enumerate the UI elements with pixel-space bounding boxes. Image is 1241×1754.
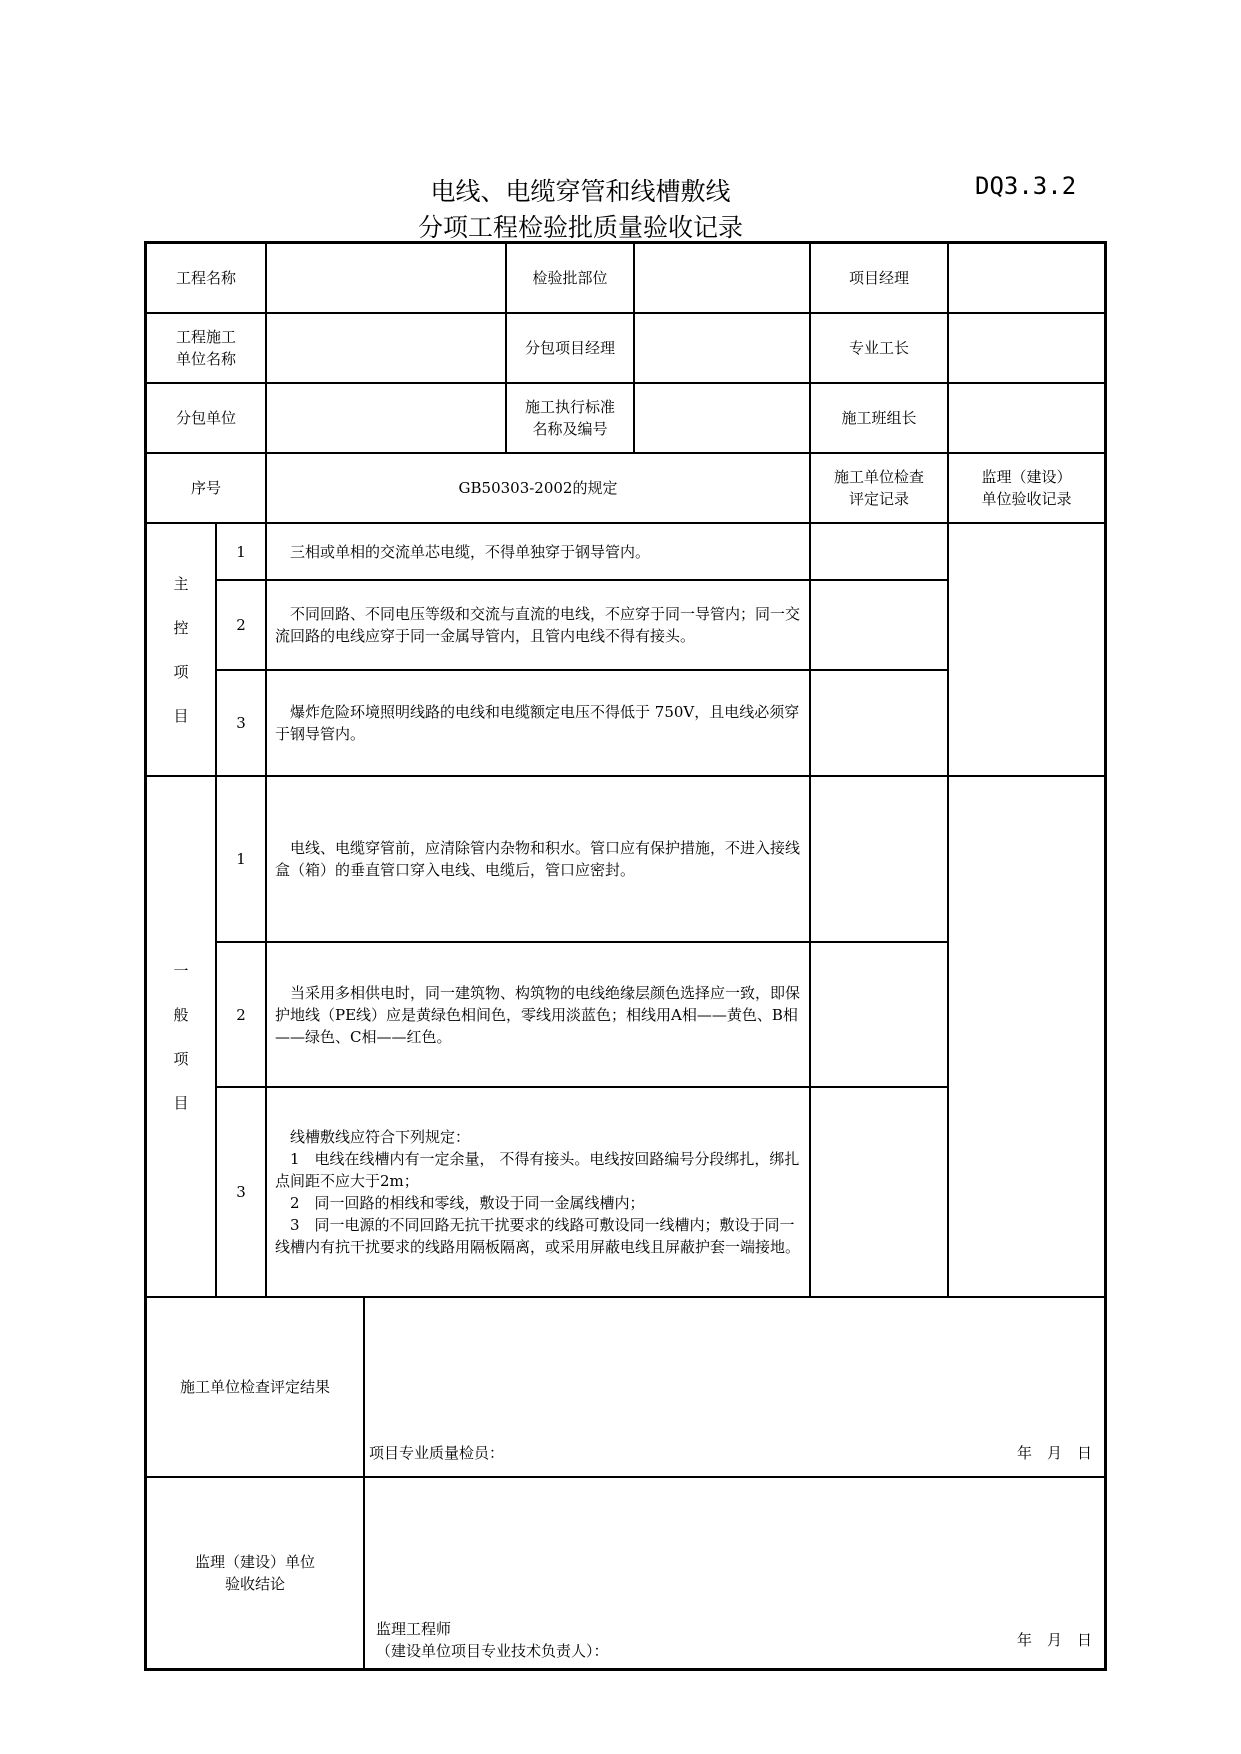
group-label-char: 控 — [173, 618, 189, 637]
label-project-name: 工程名称 — [146, 243, 266, 313]
label-team-leader: 施工班组长 — [810, 383, 948, 453]
group-general — [146, 776, 216, 1297]
item-number: 1 — [216, 776, 266, 942]
label-check-result: 施工单位检查评定结果 — [146, 1297, 364, 1477]
form-code: DQ3.3.2 — [975, 172, 1077, 200]
field-inspection-lot[interactable] — [634, 243, 810, 313]
group-main-control — [146, 523, 216, 776]
item-number: 1 — [216, 523, 266, 580]
item-number: 2 — [216, 580, 266, 670]
document-title-line2: 分项工程检验批质量验收记录 — [417, 213, 743, 242]
header-unit-check: 施工单位检查 评定记录 — [810, 453, 948, 523]
label-foreman: 专业工长 — [810, 313, 948, 383]
date-label: 年 月 日 — [1017, 1444, 1093, 1462]
item-check-field[interactable] — [810, 670, 948, 776]
group-label-char: 目 — [173, 706, 189, 725]
item-number: 3 — [216, 670, 266, 776]
main-supervision-field[interactable] — [948, 523, 1105, 776]
item-spec-text: 不同回路、不同电压等级和交流与直流的电线，不应穿于同一导管内；同一交流回路的电线应穿于同一金属导管内，且管内电线不得有接头。 — [266, 580, 810, 670]
item-spec-text: 当采用多相供电时，同一建筑物、构筑物的电线绝缘层颜色选择应一致，即保护地线（PE线）应是黄绿色相间色，零线用淡蓝色；相线用A相——黄色、B相——绿色、C相——红色。 — [266, 942, 810, 1087]
label-sub-manager: 分包项目经理 — [506, 313, 634, 383]
item-check-field[interactable] — [810, 523, 948, 580]
item-check-field[interactable] — [810, 776, 948, 942]
inspector-label: 项目专业质量检员： — [369, 1444, 505, 1462]
item-check-field[interactable] — [810, 942, 948, 1087]
header-spec: GB50303-2002的规定 — [266, 453, 810, 523]
label-construction-unit: 工程施工 单位名称 — [146, 313, 266, 383]
item-spec-text: 电线、电缆穿管前，应清除管内杂物和积水。管口应有保护措施，不进入接线盒（箱）的垂直管口穿入电线、电缆后，管口应密封。 — [266, 776, 810, 942]
general-supervision-field[interactable] — [948, 776, 1105, 1297]
group-label-char: 目 — [173, 1093, 189, 1112]
field-sub-manager[interactable] — [634, 313, 810, 383]
field-project-manager[interactable] — [948, 243, 1105, 313]
item-spec-text: 三相或单相的交流单芯电缆，不得单独穿于钢导管内。 — [266, 523, 810, 580]
group-label-char: 项 — [173, 662, 189, 681]
date-label: 年 月 日 — [1017, 1631, 1093, 1649]
label-standard: 施工执行标准 名称及编号 — [506, 383, 634, 453]
label-sub-unit: 分包单位 — [146, 383, 266, 453]
field-project-name[interactable] — [266, 243, 506, 313]
label-project-manager: 项目经理 — [810, 243, 948, 313]
field-sub-unit[interactable] — [266, 383, 506, 453]
field-foreman[interactable] — [948, 313, 1105, 383]
item-number: 3 — [216, 1087, 266, 1297]
item-number: 2 — [216, 942, 266, 1087]
field-team-leader[interactable] — [948, 383, 1105, 453]
item-spec-text: 线槽敷线应符合下列规定： 1 电线在线槽内有一定余量， 不得有接头。电线按回路编号分段绑扎，绑扎点间距不应大于2m； 2 同一回路的相线和零线，敷设于同一金属线槽内； 3 同一电源的不同回路无抗干扰要求的线路可敷设同一线槽内；敷设于同一线槽内有抗干扰要求的线路用隔板隔离，或采用屏蔽电线且屏蔽护套一端接地。 — [266, 1087, 810, 1297]
label-inspection-lot: 检验批部位 — [506, 243, 634, 313]
group-label-char: 项 — [173, 1049, 189, 1068]
item-check-field[interactable] — [810, 580, 948, 670]
field-construction-unit[interactable] — [266, 313, 506, 383]
group-label-char: 般 — [173, 1005, 189, 1024]
label-supervision-conclusion: 监理（建设）单位 验收结论 — [146, 1477, 364, 1669]
item-check-field[interactable] — [810, 1087, 948, 1297]
document-title-line1: 电线、电缆穿管和线槽敷线 — [430, 177, 731, 206]
group-label-char: 主 — [173, 574, 189, 593]
header-seq: 序号 — [146, 453, 266, 523]
engineer-label: 监理工程师 （建设单位项目专业技术负责人）： — [376, 1620, 609, 1660]
group-label-char: 一 — [173, 961, 189, 980]
item-spec-text: 爆炸危险环境照明线路的电线和电缆额定电压不得低于 750V，且电线必须穿于钢导管内。 — [266, 670, 810, 776]
header-supervision: 监理（建设） 单位验收记录 — [948, 453, 1105, 523]
field-standard[interactable] — [634, 383, 810, 453]
